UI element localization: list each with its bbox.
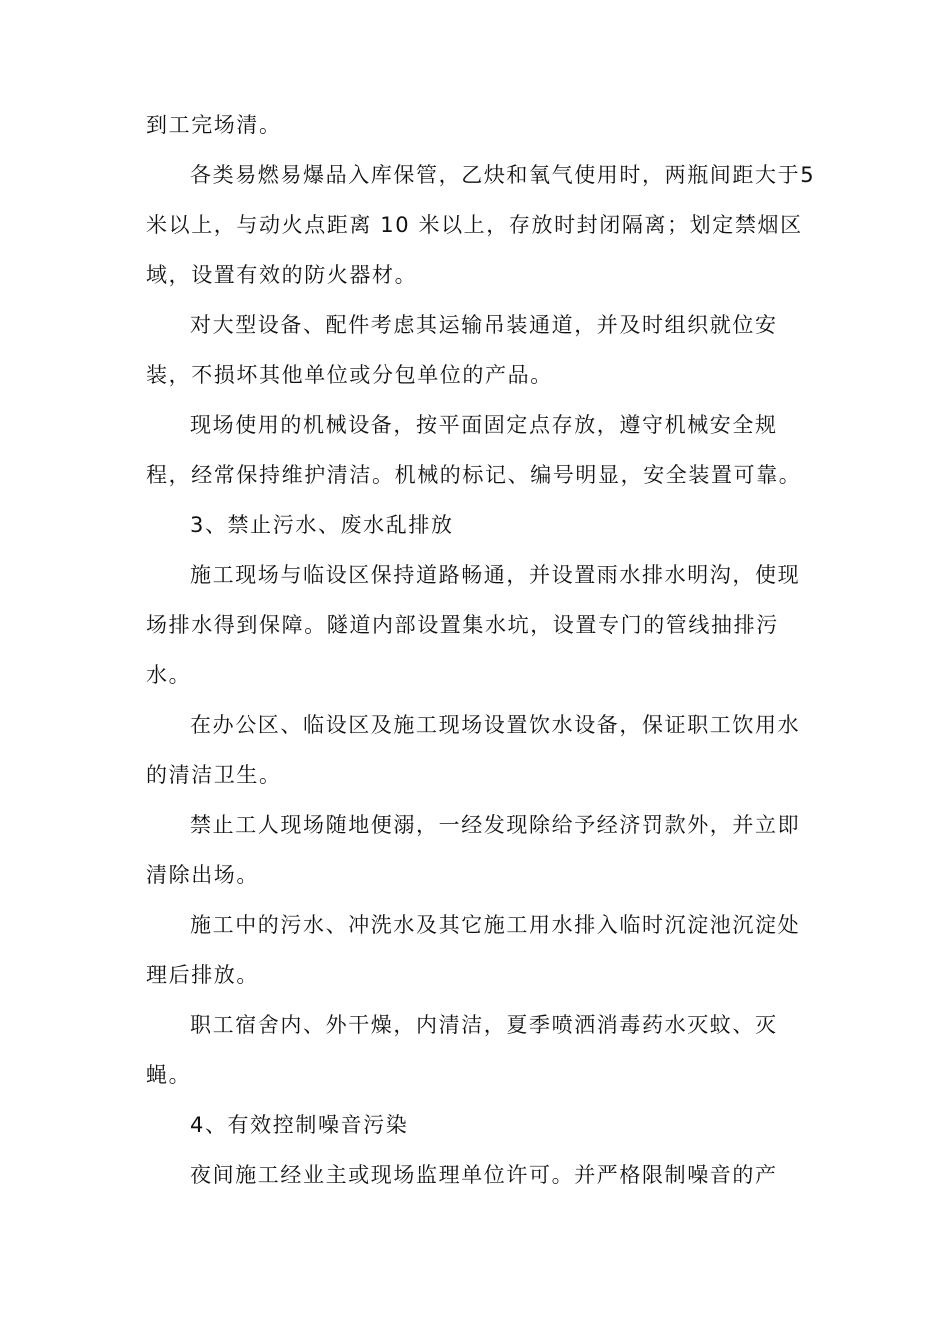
text-line: 施工中的污水、冲洗水及其它施工用水排入临时沉淀池沉淀处 <box>190 913 801 937</box>
text-line: 禁止工人现场随地便溺，一经发现除给予经济罚款外，并立即 <box>190 813 801 837</box>
text-line: 现场使用的机械设备，按平面固定点存放，遵守机械安全规 <box>190 413 778 437</box>
text-line: 装，不损坏其他单位或分包单位的产品。 <box>146 363 553 387</box>
section-heading: 4、有效控制噪音污染 <box>190 1113 409 1137</box>
text-line: 职工宿舍内、外干燥，内清洁，夏季喷洒消毒药水灭蚊、灭 <box>190 1013 778 1037</box>
text-line: 的清洁卫生。 <box>146 763 282 787</box>
text-line: 在办公区、临设区及施工现场设置饮水设备，保证职工饮用水 <box>190 713 801 737</box>
text-line: 水。 <box>146 663 192 687</box>
text-line: 施工现场与临设区保持道路畅通，并设置雨水排水明沟，使现 <box>190 563 801 587</box>
text-line: 理后排放。 <box>146 963 259 987</box>
text-line: 到工完场清。 <box>146 113 282 137</box>
text-line: 场排水得到保障。隧道内部设置集水坑，设置专门的管线抽排污 <box>146 613 779 637</box>
text-line: 各类易燃易爆品入库保管，乙炔和氧气使用时，两瓶间距大于5 <box>190 163 816 187</box>
text-line: 蝇。 <box>146 1063 192 1087</box>
text-line: 米以上，与动火点距离 10 米以上，存放时封闭隔离；划定禁烟区 <box>146 213 803 237</box>
text-line: 程，经常保持维护清洁。机械的标记、编号明显，安全装置可靠。 <box>146 463 802 487</box>
text-line: 域，设置有效的防火器材。 <box>146 263 418 287</box>
text-line: 对大型设备、配件考虑其运输吊装通道，并及时组织就位安 <box>190 313 778 337</box>
document-body <box>146 100 816 1200</box>
text-line: 清除出场。 <box>146 863 259 887</box>
text-line: 夜间施工经业主或现场监理单位许可。并严格限制噪音的产 <box>190 1163 778 1187</box>
section-heading: 3、禁止污水、废水乱排放 <box>190 513 454 537</box>
